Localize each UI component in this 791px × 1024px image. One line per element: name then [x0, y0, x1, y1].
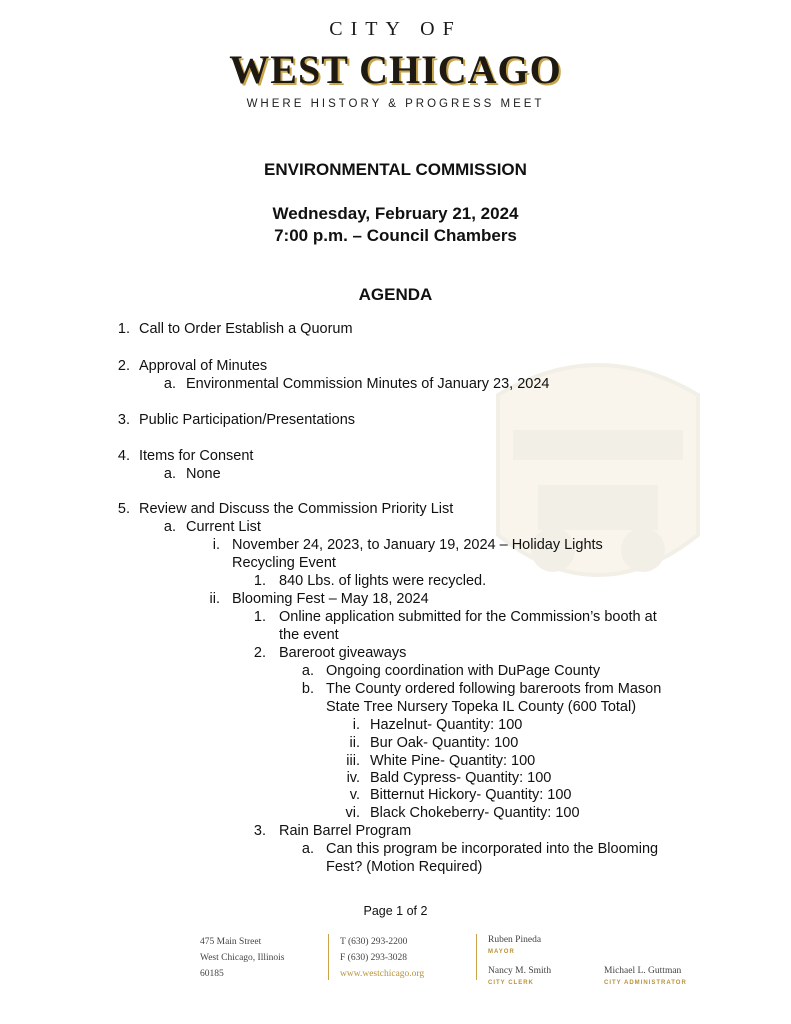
- tree-list-item: iii. White Pine- Quantity: 100: [346, 753, 536, 769]
- agenda-subitem-continued: State Tree Nursery Topeka IL County (600 Total): [326, 699, 637, 715]
- agenda-subitem: ii. Blooming Fest – May 18, 2024: [209, 591, 429, 607]
- agenda-item: 1. Call to Order Establish a Quorum: [117, 321, 353, 337]
- mayor-title: MAYOR: [488, 949, 515, 955]
- footer-divider: [328, 934, 329, 980]
- commission-title: ENVIRONMENTAL COMMISSION: [264, 160, 527, 179]
- footer-contact: [340, 934, 424, 982]
- agenda-subitem: i. November 24, 2023, to January 19, 2024 – Holiday Lights: [212, 537, 603, 553]
- agenda-subitem-continued: Fest? (Motion Required): [326, 859, 483, 875]
- footer-administrator: [604, 965, 687, 989]
- agenda-subitem: 1. 840 Lbs. of lights were recycled.: [253, 573, 487, 589]
- agenda-subitem: a. Can this program be incorporated into the Blooming: [301, 841, 659, 857]
- address-line-1: 475 Main Street: [200, 937, 262, 947]
- fax-number: F (630) 293-3028: [340, 953, 408, 963]
- tree-list-item: vi. Black Chokeberry- Quantity: 100: [345, 805, 580, 821]
- tree-list-item: v. Bitternut Hickory- Quantity: 100: [349, 787, 572, 803]
- clerk-title: CITY CLERK: [488, 980, 534, 986]
- agenda-subitem: a. Ongoing coordination with DuPage County: [301, 663, 601, 679]
- agenda-item: 3. Public Participation/Presentations: [117, 412, 356, 428]
- clerk-name: Nancy M. Smith: [488, 966, 552, 976]
- agenda-subitem: b. The County ordered following bareroots from Mason: [301, 681, 662, 697]
- tree-list-item: iv. Bald Cypress- Quantity: 100: [346, 770, 552, 786]
- mayor-name: Ruben Pineda: [488, 935, 542, 945]
- footer-mayor: [488, 934, 541, 958]
- agenda-item: 2. Approval of Minutes: [117, 358, 268, 374]
- agenda-subitem-continued: the event: [279, 627, 339, 643]
- footer-clerk: [488, 965, 551, 989]
- agenda-subitem: a. Environmental Commission Minutes of January 23, 2024: [163, 376, 550, 392]
- page-number: Page 1 of 2: [363, 904, 428, 918]
- agenda-subitem: 2. Bareroot giveaways: [253, 645, 407, 661]
- letterhead-city-of: CITY OF: [329, 18, 462, 40]
- administrator-title: CITY ADMINISTRATOR: [604, 980, 687, 986]
- footer-divider: [476, 934, 477, 980]
- agenda-subitem: 3. Rain Barrel Program: [253, 823, 412, 839]
- tree-list-item: ii. Bur Oak- Quantity: 100: [349, 735, 519, 751]
- administrator-name: Michael L. Guttman: [604, 966, 682, 976]
- footer-address: [200, 934, 284, 982]
- agenda-item: 4. Items for Consent: [117, 448, 254, 464]
- tree-list-item: i. Hazelnut- Quantity: 100: [352, 717, 523, 733]
- agenda-subitem: 1. Online application submitted for the Commission’s booth at: [253, 609, 657, 625]
- agenda-subitem: a. None: [163, 466, 221, 482]
- letterhead-city-name: WEST CHICAGO: [229, 47, 562, 92]
- agenda-heading: AGENDA: [358, 285, 433, 304]
- agenda-item: 5. Review and Discuss the Commission Priority List: [117, 501, 454, 517]
- website-link[interactable]: www.westchicago.org: [340, 969, 425, 979]
- address-line-3: 60185: [200, 969, 224, 979]
- address-line-2: West Chicago, Illinois: [200, 953, 285, 963]
- letterhead-tagline: WHERE HISTORY & PROGRESS MEET: [246, 98, 545, 110]
- agenda-subitem-continued: Recycling Event: [232, 555, 336, 571]
- agenda-subitem: a. Current List: [163, 519, 261, 535]
- phone-number: T (630) 293-2200: [340, 937, 408, 947]
- meeting-time-place: 7:00 p.m. – Council Chambers: [274, 226, 517, 245]
- meeting-date: Wednesday, February 21, 2024: [272, 204, 519, 223]
